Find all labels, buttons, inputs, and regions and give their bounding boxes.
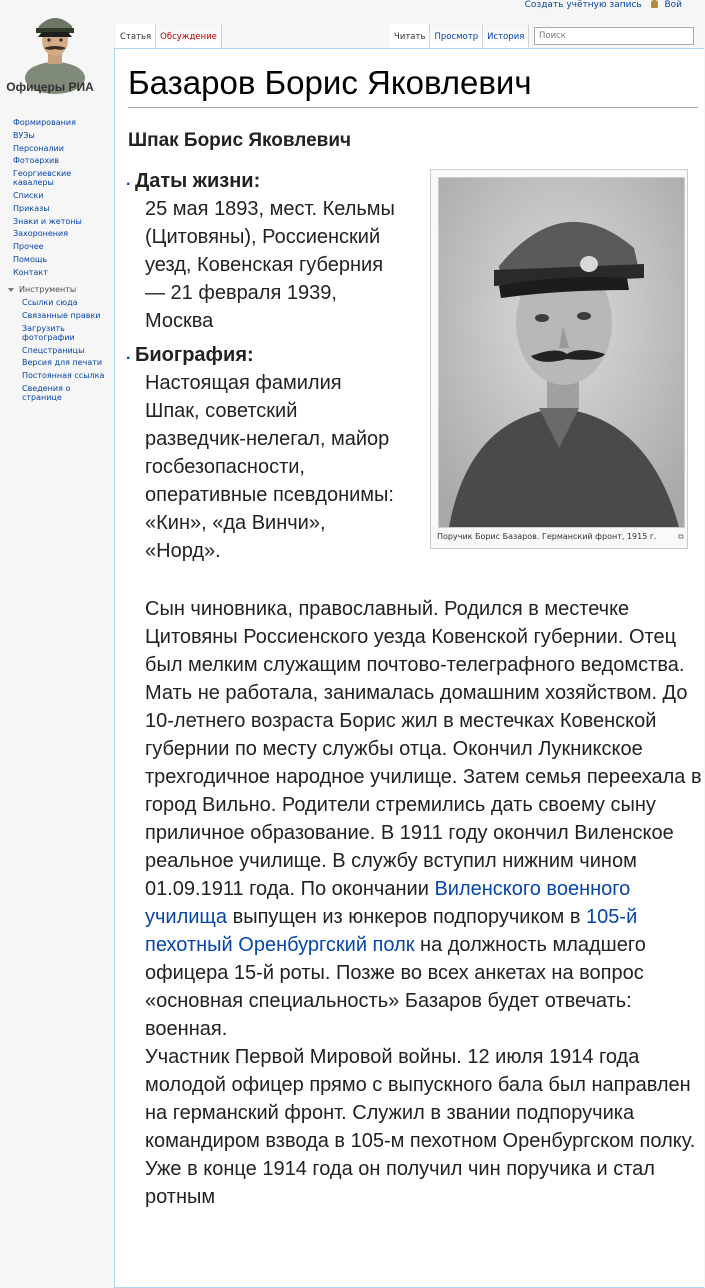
link-105-infantry-regiment[interactable]: 105-й пехотный Оренбургский полк [145, 906, 638, 956]
photo-thumbnail[interactable] [430, 169, 688, 549]
photo-caption: Поручик Борис Базаров. Германский фронт, 1915 г. [437, 532, 657, 541]
tab-history[interactable]: История [483, 24, 529, 48]
collapse-triangle-icon [8, 288, 14, 292]
tab-article[interactable]: Статья [116, 24, 156, 48]
sidebar-item[interactable]: Формирования [13, 118, 76, 127]
tools-item[interactable]: Сведения о странице [22, 384, 71, 403]
sidebar-item[interactable]: Прочее [13, 242, 44, 252]
tools-item[interactable]: Связанные правки [22, 310, 101, 320]
sidebar-item[interactable]: ВУЗы [13, 130, 35, 140]
dates-value: 25 мая 1893, мест. Кельмы (Цитовяны), Россиенский уезд, Ковенская губерния — 21 февраля 1939, Москва [145, 198, 395, 332]
tab-discussion[interactable]: Обсуждение [156, 24, 222, 48]
sidebar-item[interactable]: Списки [13, 191, 44, 201]
create-account-link[interactable]: Создать учётную запись [524, 0, 642, 10]
sidebar-item[interactable]: Знаки и жетоны [13, 216, 82, 226]
dates-label: . Даты жизни: [135, 167, 395, 195]
login-link[interactable]: Вой [664, 0, 682, 10]
paragraph: Участник Первой Мировой войны. 12 июля 1914 года молодой офицер прямо с выпускного бала был направлен на германский фронт. Служил в звании подпоручика командиром взвода в 105-м пехотном Оренбургском полку. Уже в конце 1914 года он получил чин поручика и стал ротным [145, 1046, 696, 1208]
biography-value: Настоящая фамилия Шпак, советский разведчик-нелегал, майор госбезопасности, оперативные псевдонимы: «Кин», «да Винчи», «Норд». [145, 372, 394, 562]
tools-item[interactable]: Загрузить фотографии [22, 323, 75, 342]
tab-read[interactable]: Читать [390, 24, 430, 48]
officer-photo[interactable] [438, 177, 685, 528]
sidebar-item[interactable]: Контакт [13, 267, 48, 277]
sidebar-item[interactable]: Приказы [13, 203, 50, 213]
sidebar-nav [0, 118, 112, 277]
paragraph: Сын чиновника, православный. Родился в местечке Цитовяны Россиенского уезда Ковенской губернии. Отец был мелким служащим почтово-телеграфного ведомства. Мать не работала, занималась домашним хозяйством. До 10-летнего возраста Борис жил в местечках Ковенской губернии по месту службы отца. Окончил Лукникское трехгодичное народное училище. Затем семья переехала в город Вильно. Родители стремились дать своему сыну приличное образование. В 1911 году окончил Виленское реальное училище. В службу вступил нижним чином 01.09.1911 года. По окончании Виленского военного училища выпущен из юнкеров подпоручиком в 105-й пехотный Оренбургский полк на должность младшего офицера 15-й роты. Позже во всех анкетах на вопрос «основная специальность» Базаров будет отвечать: военная. [145, 598, 702, 1040]
sidebar [0, 118, 112, 406]
view-tabs [390, 24, 529, 48]
site-logo[interactable] [0, 0, 100, 100]
sidebar-item[interactable]: Фотоархив [13, 156, 59, 166]
article-body [145, 595, 705, 1211]
main-content [114, 48, 704, 1288]
link-vilna-military-school[interactable]: Виленского военного училища [145, 878, 631, 928]
tools-item[interactable]: Спецстраницы [22, 345, 85, 355]
namespace-tabs [116, 24, 222, 48]
tools-heading[interactable]: Инструменты [8, 285, 112, 294]
tools-item[interactable]: Версия для печати [22, 358, 103, 368]
tools-list [0, 298, 112, 402]
tools-item[interactable]: Ссылки сюда [22, 298, 78, 308]
user-icon [651, 0, 658, 8]
sidebar-item[interactable]: Помощь [13, 255, 48, 264]
sidebar-item[interactable]: Георгиевские кавалеры [13, 169, 72, 188]
sidebar-item[interactable]: Захоронения [13, 229, 69, 239]
search-input[interactable]: Поиск [534, 27, 694, 45]
logo-officer-portrait [22, 4, 88, 80]
info-list [126, 167, 395, 571]
tab-view-source[interactable]: Просмотр [430, 24, 483, 48]
bullet-icon: . [126, 172, 131, 189]
page-subtitle: Шпак Борис Яковлевич [128, 130, 352, 151]
bullet-icon: . [126, 346, 131, 363]
personal-tools [521, 0, 682, 10]
biography-label: . Биография: [135, 341, 395, 369]
magnify-icon[interactable]: ⧉ [678, 532, 684, 541]
page-title: Базаров Борис Яковлевич [128, 63, 698, 108]
logo-text: Офицеры РИА [6, 80, 94, 94]
tools-item[interactable]: Постоянная ссылка [22, 371, 105, 381]
sidebar-item[interactable]: Персоналии [13, 143, 64, 153]
